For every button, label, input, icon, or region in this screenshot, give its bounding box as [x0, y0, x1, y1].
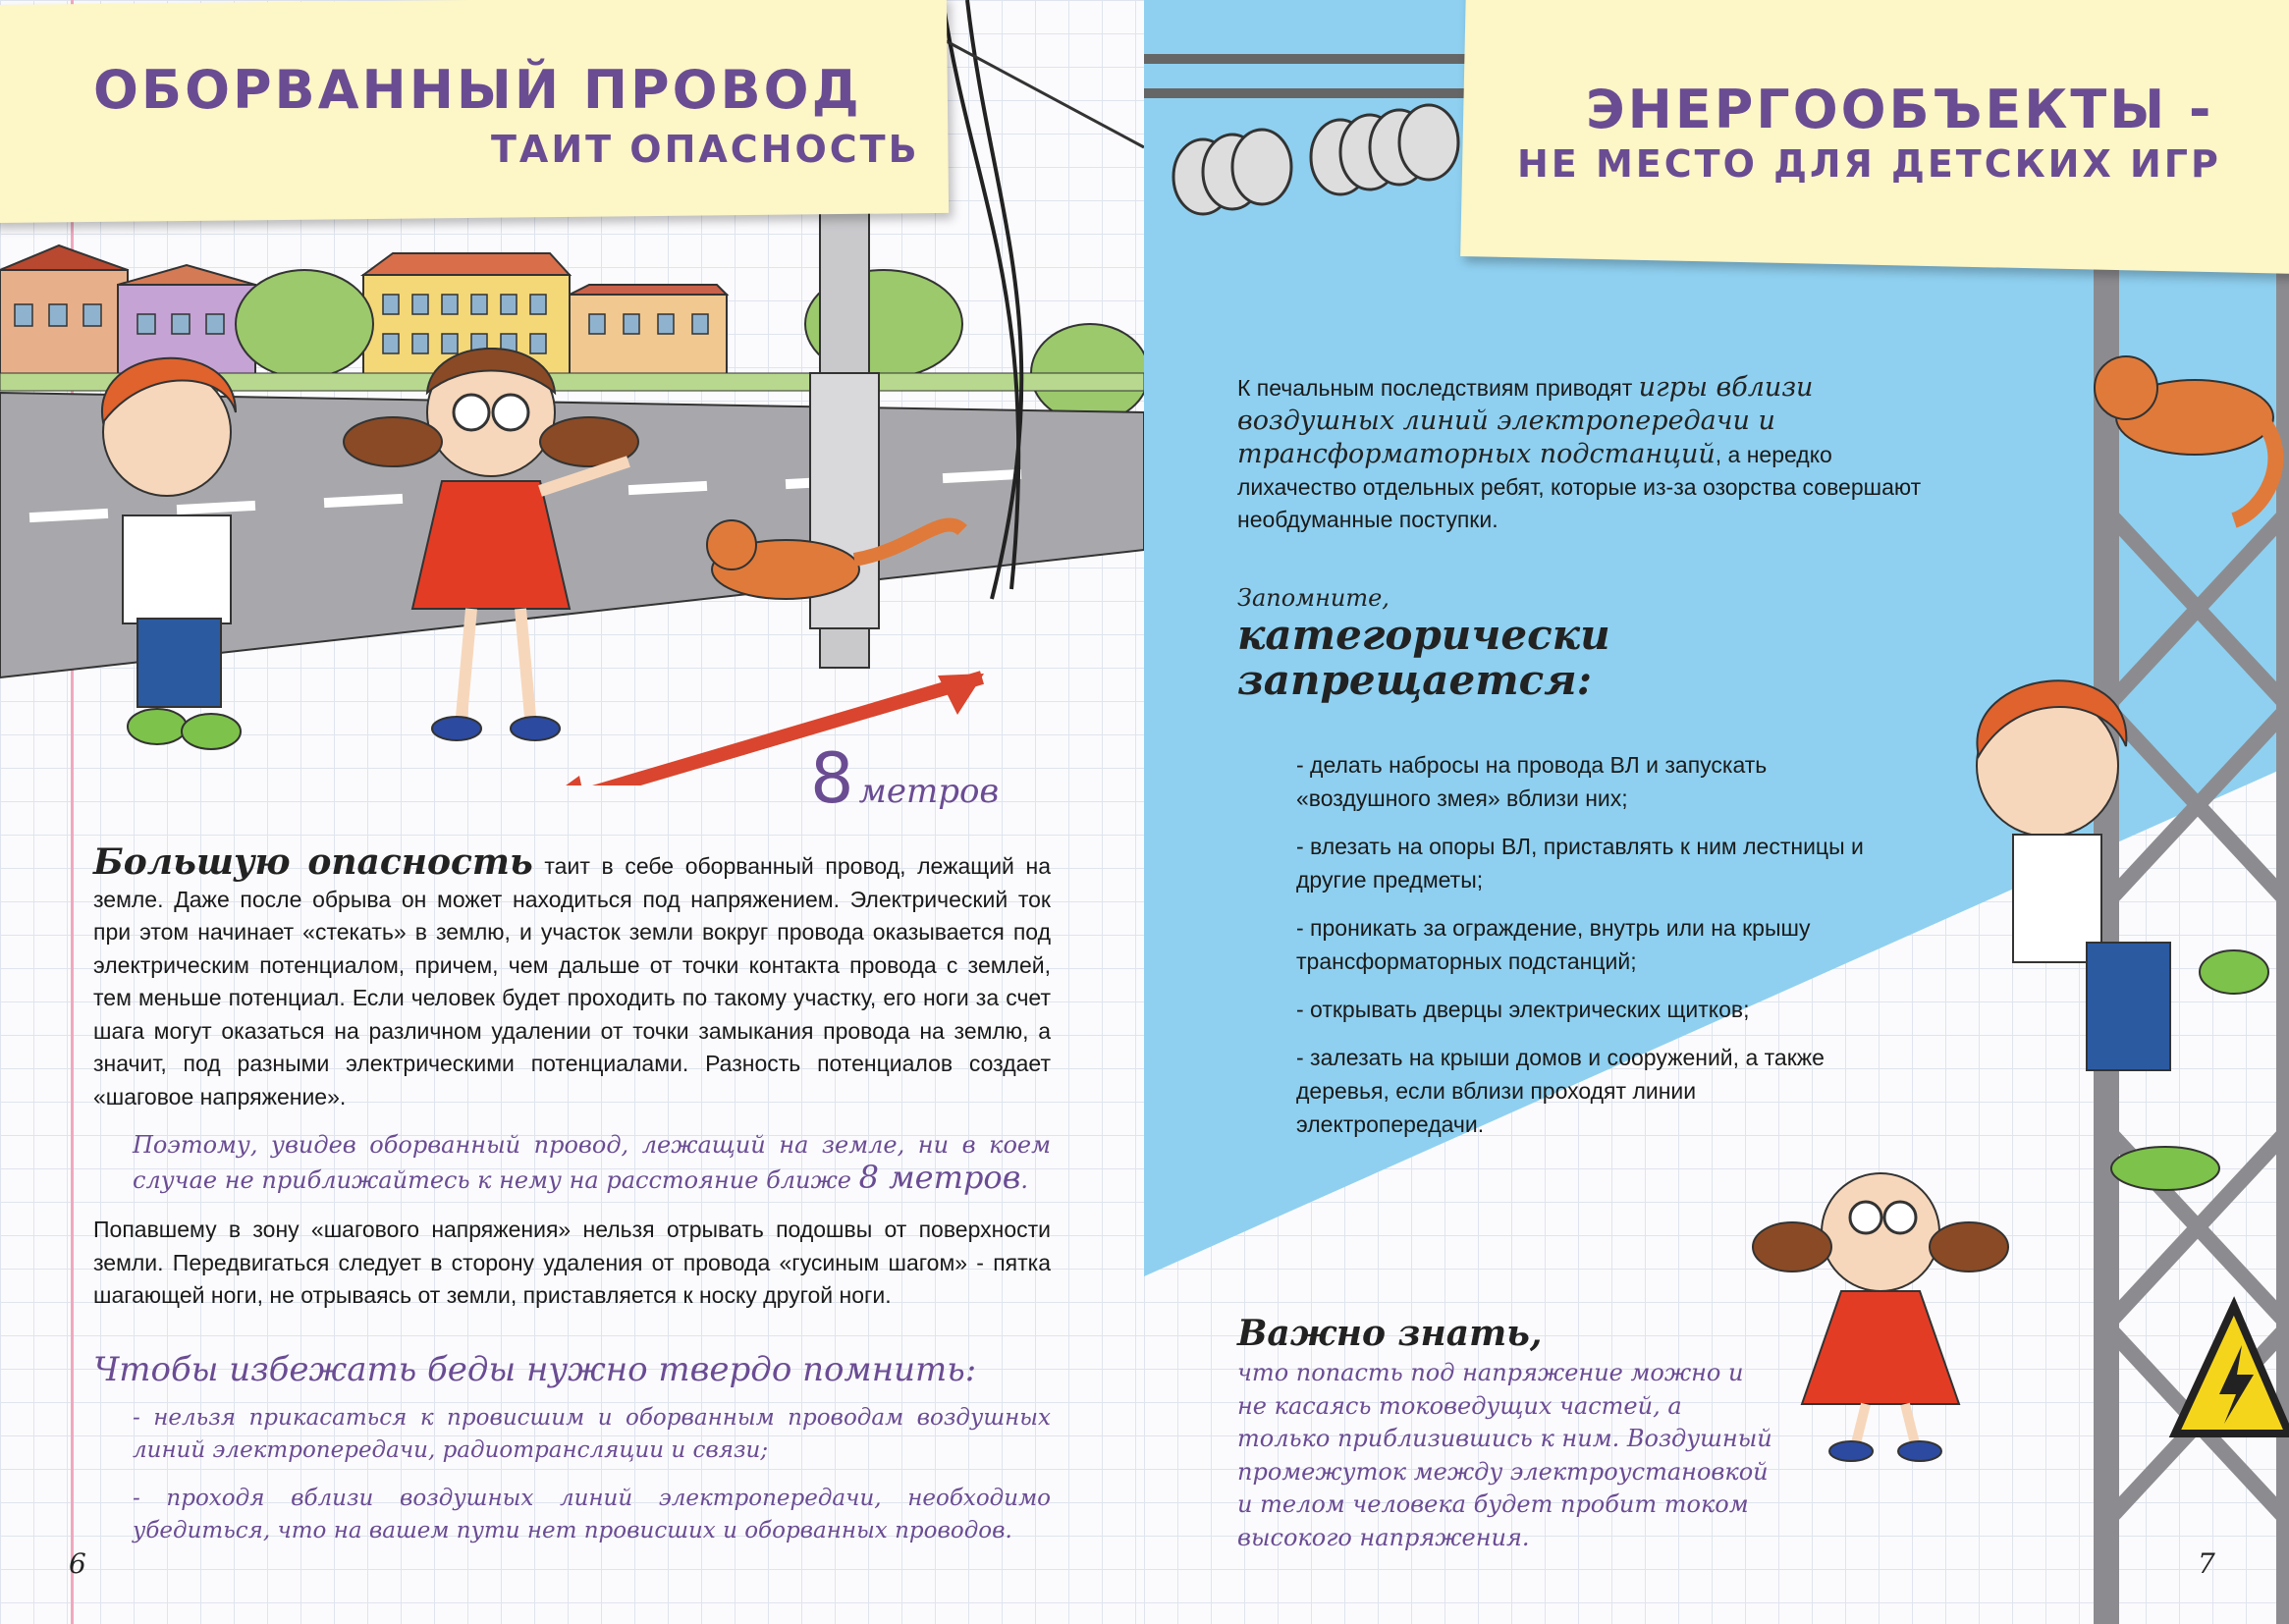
page-subtitle: ТАИТ ОПАСНОСТЬ — [491, 128, 920, 171]
lead-paragraph — [93, 841, 1052, 1113]
warning-end: . — [1020, 1166, 1028, 1194]
page-title: ЭНЕРГООБЪЕКТЫ - — [1586, 79, 2214, 140]
important-heading: Важно знать, — [1237, 1313, 1543, 1354]
cat-figure — [2095, 356, 2275, 520]
remember-list — [133, 1402, 1051, 1563]
lead-text: таит в себе оборванный провод, лежащий на земле. Даже после обрыва он может находиться под напряжением. Электрический ток при этом начинает «стекать» в землю, и участок земли вокруг провода оказывается под электрическим потенциалом, причем, чем дальше от точки контакта провода с землей, тем меньше потенциал. Если человек будет проходить по такому участку, его ноги за счет шага могут оказаться на различном удалении от точки замыкания провода на землю, а значит, под разными электрическими потенциалами. Разность потенциалов создает «шаговое напряжение». — [93, 853, 1052, 1110]
distance-label — [810, 738, 999, 819]
step-paragraph: Попавшему в зону «шагового напряжения» нельзя отрывать подошвы от поверхности земли. Передвигаться следует в сторону удаления от провода «гусиным шагом» - пятка шагающей ноги, не отрываясь от земли, приставляется к носку другой ноги. — [93, 1217, 1051, 1308]
distance-unit: метров — [858, 772, 1000, 811]
page-number: 7 — [2198, 1547, 2215, 1580]
list-item: - проникать за ограждение, внутрь или на крышу трансформаторных подстанций; — [1296, 915, 1811, 974]
page-number: 6 — [69, 1547, 86, 1580]
boy-figure — [1977, 680, 2268, 1190]
remember-heading: Чтобы избежать беды нужно твердо помнить: — [93, 1350, 977, 1389]
list-item: - нельзя прикасаться к провисшим и оборванным проводам воздушных линий электропередачи, радиотрансляции и связи; — [133, 1405, 1051, 1463]
list-item: - делать набросы на провода ВЛ и запускать «воздушного змея» вблизи них; — [1296, 752, 1768, 811]
important-text: что попасть под напряжение можно и не касаясь токоведущих частей, а только приблизившись к ним. Воздушный промежуток между электроустановкой и телом человека будет пробит током высокого напряжения. — [1237, 1359, 1772, 1551]
lead-emphasis: Большую опасность — [93, 841, 533, 883]
intro-text: К печальным последствиям приводят — [1237, 375, 1633, 401]
intro-paragraph — [1237, 371, 1944, 536]
page-title: ОБОРВАННЫЙ ПРОВОД — [93, 59, 862, 121]
intro-text-end: , а нередко лихачество отдельных ребят, которые из-за озорства совершают необдуманные поступки. — [1237, 442, 1922, 532]
page-subtitle: НЕ МЕСТО ДЛЯ ДЕТСКИХ ИГР — [1517, 142, 2221, 186]
intro-emphasis: игры вблизи воздушных линий электропередачи и трансформаторных подстанций — [1237, 372, 1814, 469]
warning-emphasis: 8 метров — [858, 1159, 1021, 1196]
list-item: - открывать дверцы электрических щитков; — [1296, 997, 1750, 1022]
high-voltage-sign-icon — [2175, 1306, 2289, 1434]
list-item: - проходя вблизи воздушных линий электропередачи, необходимо убедиться, что на вашем пути нет провисших и оборванных проводов. — [133, 1486, 1051, 1543]
remember-small: Запомните, — [1237, 584, 1390, 612]
list-item: - влезать на опоры ВЛ, приставлять к ним лестницы и другие предметы; — [1296, 834, 1864, 893]
remember-big: категорически — [1237, 611, 1610, 659]
warning-paragraph — [133, 1129, 1051, 1197]
remember-big: запрещается: — [1237, 656, 1593, 704]
boy-figure — [102, 358, 241, 749]
girl-figure — [1753, 1173, 2008, 1461]
forbidden-list — [1296, 748, 1885, 1156]
list-item: - залезать на крыши домов и сооружений, а также деревья, если вблизи проходят линии электропередачи. — [1296, 1045, 1825, 1137]
left-page — [0, 0, 1144, 1624]
warning-text: Поэтому, увидев оборванный провод, лежащий на земле, ни в коем случае не приближайтесь к нему на расстояние ближе — [133, 1131, 1051, 1194]
distance-number: 8 — [810, 738, 854, 819]
